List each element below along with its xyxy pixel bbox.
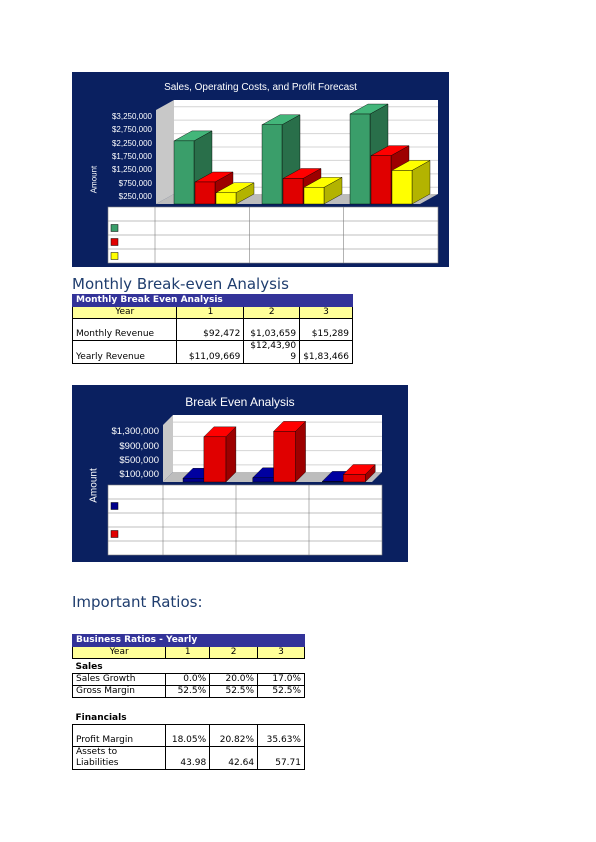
col-header: 1 (177, 307, 244, 319)
ratios-table (72, 634, 305, 770)
col-header: 2 (210, 647, 258, 659)
cell: $92,472 (177, 319, 244, 341)
cell: 20.82% (210, 725, 258, 747)
y-tick-label: $900,000 (119, 440, 159, 452)
row-label: Assets to Liabilities (73, 747, 166, 770)
y-tick-label: $250,000 (118, 192, 152, 202)
cell: 42.64 (210, 747, 258, 770)
table-row (73, 747, 305, 770)
y-tick-label: $100,000 (119, 469, 159, 481)
y-tick-label: $3,250,000 (111, 111, 152, 121)
cell: $1,83,466 (300, 341, 353, 364)
table-row (73, 686, 305, 698)
table-row (73, 674, 305, 686)
y-axis-label: Amount (88, 468, 100, 503)
legend-swatch (111, 531, 118, 538)
table-title: Monthly Break Even Analysis (73, 295, 353, 307)
breakeven-chart (72, 385, 408, 562)
cell: 52.5% (258, 686, 305, 698)
side-wall (163, 415, 173, 482)
cell: 52.5% (210, 686, 258, 698)
bar (274, 421, 306, 482)
row-label: Gross Margin (73, 686, 166, 698)
legend-swatch (111, 239, 118, 246)
cell: $15,289 (300, 319, 353, 341)
cell: 18.05% (166, 725, 210, 747)
y-tick-label: $750,000 (118, 178, 152, 188)
cell: $11,09,669 (177, 341, 244, 364)
col-header: 3 (258, 647, 305, 659)
row-label: Monthly Revenue (73, 319, 177, 341)
cell: 17.0% (258, 674, 305, 686)
row-label: Sales Growth (73, 674, 166, 686)
breakeven-table (72, 294, 353, 364)
cell: 52.5% (166, 686, 210, 698)
data-table (108, 485, 382, 555)
table-row (73, 341, 353, 364)
table-row (73, 725, 305, 747)
y-tick-label: $500,000 (119, 454, 159, 466)
cell: 35.63% (258, 725, 305, 747)
cell: $1,03,659 (244, 319, 300, 341)
side-wall (156, 100, 174, 204)
y-tick-label: $2,750,000 (111, 125, 152, 135)
cell: 57.71 (258, 747, 305, 770)
chart-plot (72, 72, 449, 267)
ratios-heading: Important Ratios: (72, 593, 203, 611)
cell: $12,43,909 (244, 341, 300, 364)
col-header: Year (73, 307, 177, 319)
forecast-chart (72, 72, 449, 267)
cell: 43.98 (166, 747, 210, 770)
col-header: Year (73, 647, 166, 659)
col-header: 2 (244, 307, 300, 319)
legend-swatch (111, 225, 118, 232)
y-tick-label: $1,750,000 (111, 152, 152, 161)
chart-title: Break Even Analysis (185, 395, 295, 409)
y-tick-label: $1,250,000 (111, 165, 152, 175)
row-label: Profit Margin (73, 725, 166, 747)
y-tick-label: $2,250,000 (111, 138, 152, 148)
col-header: 1 (166, 647, 210, 659)
legend-swatch (111, 253, 118, 260)
y-tick-label: $1,300,000 (111, 426, 159, 438)
bar (204, 427, 236, 482)
y-axis-label: Amount (89, 165, 99, 194)
chart-title: Sales, Operating Costs, and Profit Forecast (164, 82, 357, 93)
section-label: Financials (75, 713, 127, 723)
cell: 20.0% (210, 674, 258, 686)
breakeven-heading: Monthly Break-even Analysis (72, 275, 289, 293)
chart-plot (72, 385, 408, 562)
cell: 0.0% (166, 674, 210, 686)
table-row (73, 319, 353, 341)
section-label: Sales (75, 662, 103, 672)
col-header: 3 (300, 307, 353, 319)
table-title: Business Ratios - Yearly (73, 635, 305, 647)
legend-swatch (111, 503, 118, 510)
row-label: Yearly Revenue (73, 341, 177, 364)
